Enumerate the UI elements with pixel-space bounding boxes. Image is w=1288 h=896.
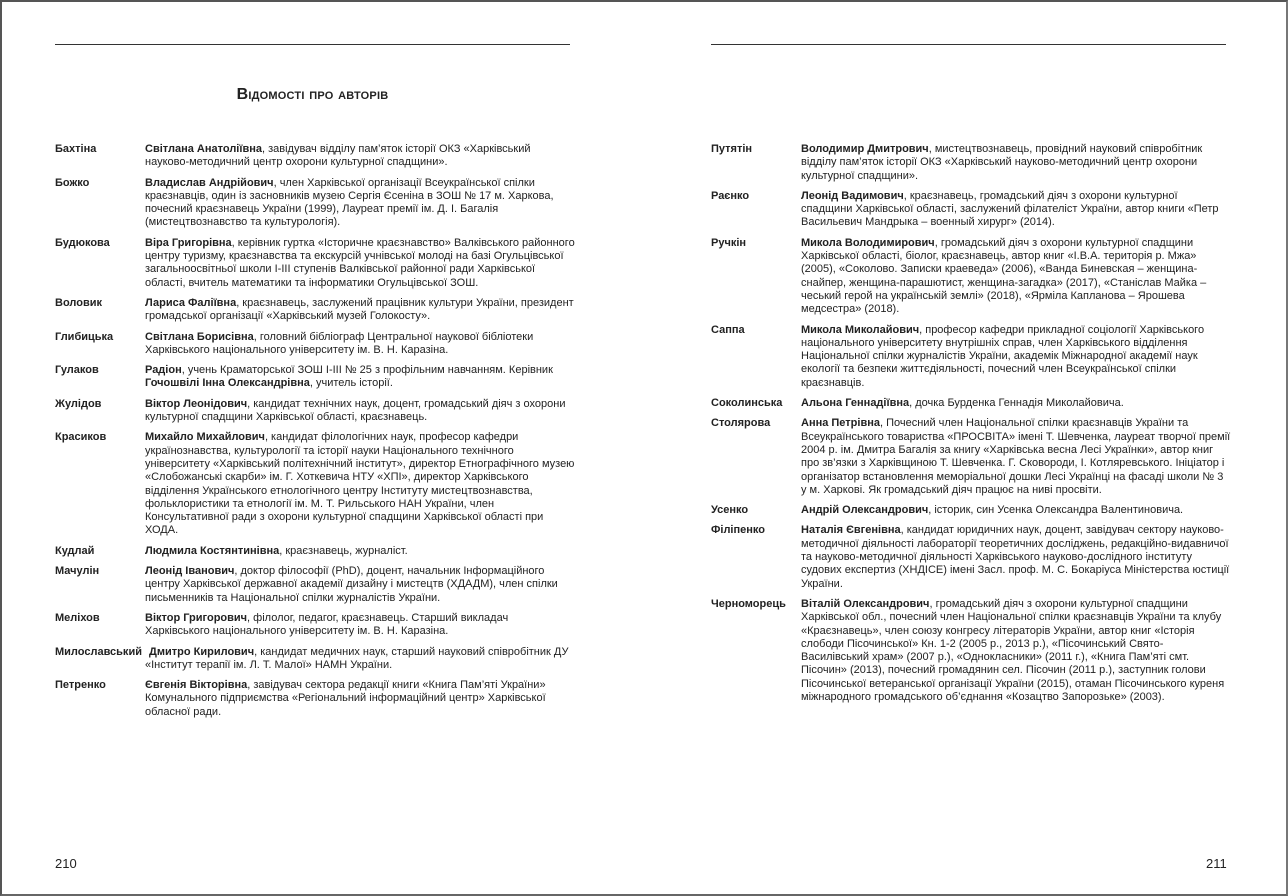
author-description — [145, 177, 575, 230]
author-entry — [55, 297, 575, 324]
author-entry — [55, 646, 575, 673]
author-entry — [55, 679, 575, 719]
author-given-name: Радіон — [145, 364, 182, 377]
author-description — [801, 524, 1231, 590]
author-surname: Божко — [55, 176, 90, 189]
author-bio-text: , завідувач сектора редакції книги «Книга Пам’яті України» Комунального підприємства «Регіональний інформаційний центр» Харківської обласної ради. — [145, 679, 546, 718]
right-page-entries — [711, 143, 1231, 711]
author-surname: Соколинська — [711, 397, 783, 410]
author-description — [801, 190, 1231, 230]
author-entry — [55, 364, 575, 391]
author-given-name: Михайло Михайлович — [145, 431, 265, 444]
author-bio-text-2: , учитель історії. — [309, 377, 393, 390]
author-given-name: Леонід Вадимович — [801, 189, 904, 202]
page-number-left: 210 — [55, 856, 77, 871]
author-description — [145, 398, 575, 425]
author-entry — [55, 398, 575, 425]
author-entry — [711, 504, 1231, 517]
author-given-name: Світлана Борисівна — [145, 330, 254, 343]
page-number-right: 211 — [1206, 856, 1227, 871]
author-given-name: Андрій Олександрович — [801, 504, 929, 517]
author-bio-text: , мистецтвознавець, провідний науковий співробітник відділу пам’яток історії ОКЗ «Харківський науково-методичний центр охорони культурної спадщини». — [801, 143, 1203, 182]
author-entry — [55, 612, 575, 639]
author-entry — [711, 143, 1231, 183]
supervisor-name: Гочошвілі Інна Олександрівна — [145, 377, 310, 390]
header-rule-left — [55, 44, 570, 45]
section-title: Відомості про авторів — [236, 86, 389, 103]
author-entry — [711, 237, 1231, 317]
author-bio-text: , кандидат філологічних наук, професор кафедри українознавства, культурології та історії науки Національного технічного університету «Харківський політехнічний інститут», директор Етнографічного музею «Слобожанські скарби» ім. Г. Хоткевича НТУ «ХПІ», директор Харківського відділення Українського етнологічного центру Інституту мистецтвознавства, фольклористики та етнології ім. М. Т. Рильського НАН України, член Консультативної ради з охорони культурної спадщини Харківської області при ХОДА. — [145, 431, 575, 537]
author-description — [145, 237, 575, 290]
author-description — [801, 397, 1231, 410]
author-entry — [711, 324, 1231, 390]
author-surname: Мачулін — [55, 565, 100, 578]
author-given-name: Альона Геннадіївна — [801, 397, 910, 410]
author-bio-text: , громадський діяч з охорони культурної спадщини Харківської обл., почесний член Національної спілки краєзнавців України та клубу «Краєзнавець», член союзу конгресу літераторів України, автор книг «Історія слободи Пісочинської» Кн. 1-2 (2005 р., 2013 р.), «Пісочинський Свято-Василівський храм» (2007 р.), «Однокласники» (2011 г.), «Книга Пам’яті смт. Пісочин» (2013), почесний громадянин сел. Пісочин (2011 р.), заступник голови Пісочинської ветеранської організації України (2015), отаман Пісочинського куреня міжнародного громадського об’єднання «Козацтво Запорозьке» (2003). — [801, 597, 1225, 703]
author-description — [145, 679, 575, 719]
author-surname: Саппа — [711, 323, 745, 336]
author-bio-text: , філолог, педагог, краєзнавець. Старший викладач Харківського національного університету ім. В. Н. Каразіна. — [145, 611, 509, 638]
author-entry — [55, 431, 575, 537]
author-entry — [711, 598, 1231, 704]
author-bio-text: , кандидат юридичних наук, доцент, завідувач сектору науково-методичної діяльності лабораторії теоретичних досліджень, редакційно-видавничої та науково-методичної діяльності Харківського науково-дослідного інституту судових експертиз (ХНДІСЕ) імені Засл. проф. М. С. Бокаріуса Міністерства юстиції України. — [801, 524, 1230, 590]
author-bio-text: , доктор філософії (PhD), доцент, начальник Інформаційного центру Харківської державної академії дизайну і мистецтв (ХДАДМ), член спілки письменників та Національної спілки журналістів України. — [145, 565, 558, 604]
author-given-name: Володимир Дмитрович — [801, 143, 929, 155]
author-description — [801, 143, 1231, 183]
author-entry — [711, 417, 1231, 497]
author-given-name: Лариса Фаліївна — [145, 296, 237, 309]
author-entry — [711, 190, 1231, 230]
author-bio-text: , член Харківської організації Всеукраїнської спілки краєзнавців, один із засновників музею Сергія Єсеніна в ЗОШ № 17 м. Харкова, почесний краєзнавець України (1999), Лауреат премії ім. Д. І. Багалія (мистецтвознавство та культурологія). — [145, 176, 554, 229]
author-bio-text: , дочка Бурденка Геннадія Миколайовича. — [909, 397, 1124, 410]
author-entry — [55, 331, 575, 358]
author-description — [145, 565, 575, 605]
author-bio-text: , кандидат технічних наук, доцент, громадський діяч з охорони культурної спадщини Харківської області, краєзнавець. — [145, 397, 566, 424]
author-bio-text: , кандидат медичних наук, старший науковий співробітник ДУ «Інститут терапії ім. Л. Т. Малої» НАМН України. — [145, 645, 569, 671]
author-description — [145, 143, 575, 170]
author-description — [145, 364, 575, 391]
author-description — [145, 545, 575, 558]
author-entry — [711, 524, 1231, 590]
author-description — [145, 646, 568, 671]
author-entry — [55, 143, 575, 170]
author-bio-text: , краєзнавець, громадський діяч з охорони культурної спадщини Харківської області, заслужений філателіст України, автор книги «Петр Васильевич Мандрыка – военный хирург» (2014). — [801, 189, 1219, 229]
author-surname: Милославський — [55, 645, 142, 658]
author-surname: Філіпенко — [711, 524, 765, 537]
author-description — [801, 504, 1231, 517]
author-surname: Гулаков — [55, 364, 99, 377]
author-description — [145, 331, 575, 358]
author-bio-text: , історик, син Усенка Олександра Валентиновича. — [928, 504, 1184, 517]
author-given-name: Анна Петрівна — [801, 417, 880, 430]
author-surname: Черноморець — [711, 597, 786, 610]
author-given-name: Людмила Костянтинівна — [145, 544, 280, 557]
author-bio-text: , громадський діяч з охорони культурної спадщини Харківської області, біолог, краєзнавець, автор книг «І.В.А. територія р. Мжа» (2005), «Соколово. Записки краеведа» (2006), «Ванда Биневская – женщина-снайпер, женщина-парашютист, женщина-загадка» (2017), «Станіслав Майка – чеський герой на українській землі» (2018), «Ярміла Капланова – Ярошева медсестра» (2018). — [801, 236, 1207, 316]
author-given-name: Микола Володимирович — [801, 236, 935, 249]
author-given-name: Євгенія Вікторівна — [145, 679, 248, 692]
author-bio-text: , учень Краматорської ЗОШ І-ІІІ № 25 з профільним навчанням. Керівник — [181, 364, 553, 377]
author-description — [801, 237, 1231, 317]
author-surname: Ручкін — [711, 236, 747, 249]
left-page-entries — [55, 143, 575, 726]
author-given-name: Віра Григорівна — [145, 236, 232, 249]
author-description — [145, 297, 575, 324]
author-given-name: Віталій Олександрович — [801, 597, 930, 610]
author-surname: Глибицька — [55, 330, 114, 343]
author-description — [801, 324, 1231, 390]
author-given-name: Микола Миколайович — [801, 323, 920, 336]
author-surname: Петренко — [55, 679, 106, 692]
author-bio-text: , професор кафедри прикладної соціології Харківського національного університету внутрішніх справ, член Харківського відділення Національної спілки журналістів України, академік Міжнародної академії наук екології та безпеки життєдіяльності, почесний член Всеукраїнської спілки краєзнавців. — [801, 323, 1205, 389]
author-description — [801, 598, 1231, 704]
author-surname: Раєнко — [711, 189, 750, 202]
header-rule-right — [711, 44, 1226, 45]
author-entry — [711, 397, 1231, 410]
author-given-name: Наталія Євгенівна — [801, 524, 901, 537]
author-description — [145, 612, 575, 639]
author-entry — [55, 177, 575, 230]
author-bio-text: , керівник гуртка «Історичне краєзнавство» Валківського районного центру туризму, краєзнавства та екскурсій учнівської молоді на базі Огульцівської загальноосвітньої школи І-ІІІ ступенів Валківської районної ради Харківської області, вчитель математики та інформатики Огульцівської ЗОШ. — [145, 236, 575, 289]
author-given-name: Світлана Анатоліївна — [145, 143, 262, 155]
author-description — [801, 417, 1231, 497]
author-surname: Меліхов — [55, 611, 100, 624]
author-surname: Будюкова — [55, 236, 110, 249]
author-given-name: Владислав Андрійович — [145, 176, 274, 189]
author-surname: Усенко — [711, 504, 749, 517]
author-entry — [55, 237, 575, 290]
author-surname: Путятін — [711, 143, 753, 155]
author-surname: Жулідов — [55, 397, 102, 410]
author-entry — [55, 545, 575, 558]
author-bio-text: , Почесний член Національної спілки краєзнавців України та Всеукраїнського товариства «ПРОСВІТА» імені Т. Шевченка, лауреат творчої премії 2004 р. ім. Дмитра Багалія за книгу «Харківська весна Лесі Українки», автор книг про зв’язки з Харківщиною Т. Шевченка. Г. Сковороди, І. Котляревського. Ініціатор і організатор встановлення меморіальної дошки Лесі Українці на фасаді школи № 3 у м. Харкові. Як громадський діяч працює на ниві просвіти. — [801, 417, 1231, 496]
author-entry — [55, 565, 575, 605]
author-surname: Красиков — [55, 431, 107, 444]
author-description — [145, 431, 575, 537]
author-surname: Столярова — [711, 417, 771, 430]
author-bio-text: , завідувач відділу пам’яток історії ОКЗ «Харківський науково-методичний центр охорони культурної спадщини». — [145, 143, 531, 169]
author-given-name: Леонід Іванович — [145, 565, 235, 578]
author-bio-text: , краєзнавець, заслужений працівник культури України, президент громадської організації «Харківський музей Голокосту». — [145, 296, 574, 323]
author-given-name: Віктор Леонідович — [145, 397, 248, 410]
author-bio-text: , головний бібліограф Центральної наукової бібліотеки Харківського національного університету ім. В. Н. Каразіна. — [145, 330, 534, 356]
author-surname: Кудлай — [55, 544, 95, 557]
author-bio-text: , краєзнавець, журналіст. — [279, 544, 408, 557]
author-given-name: Дмитро Кирилович — [149, 645, 255, 658]
author-surname: Бахтіна — [55, 143, 97, 155]
author-surname: Воловик — [55, 296, 102, 309]
author-given-name: Віктор Григорович — [145, 611, 248, 624]
